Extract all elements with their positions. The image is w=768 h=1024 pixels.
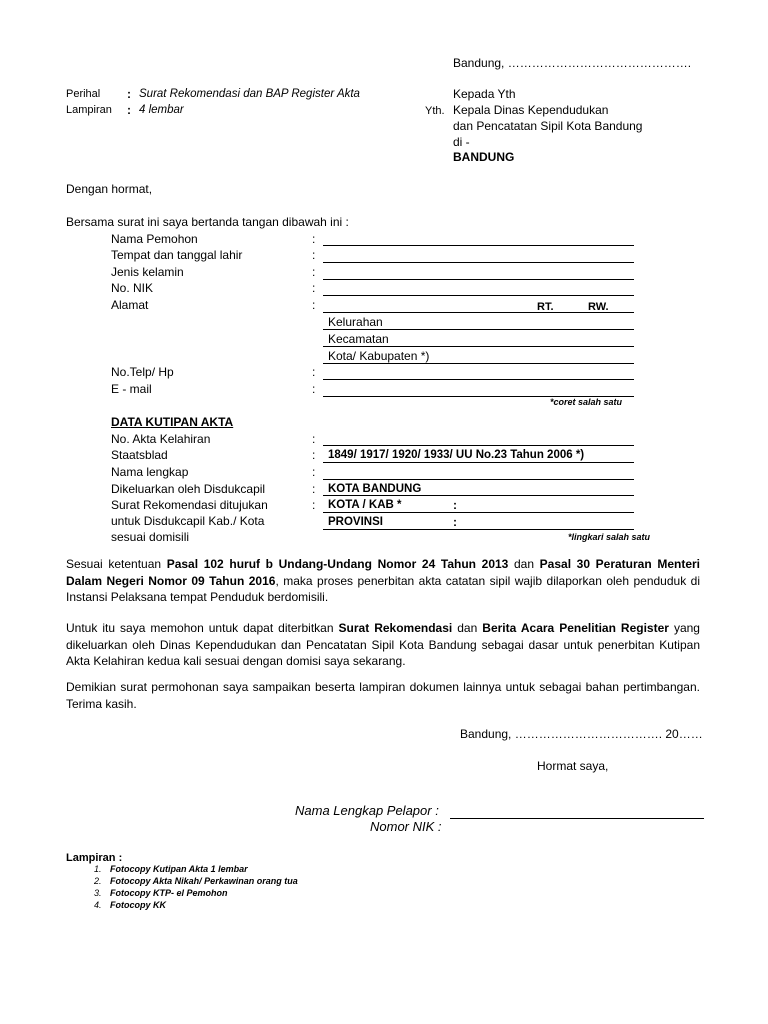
note-coret: *coret salah satu xyxy=(550,397,623,407)
lampiran-colon: : xyxy=(127,103,131,117)
label-nama-lengkap: Nama lengkap xyxy=(111,465,189,479)
hormat-saya: Hormat saya, xyxy=(537,759,609,773)
lampiran-item: Fotocopy Akta Nikah/ Perkawinan orang tua xyxy=(110,876,298,886)
colon: : xyxy=(453,498,457,512)
label-nama-pemohon: Nama Pemohon xyxy=(111,232,198,246)
colon: : xyxy=(312,482,316,496)
label-nama-pelapor: Nama Lengkap Pelapor : xyxy=(295,803,439,818)
perihal-colon: : xyxy=(127,87,131,101)
colon: : xyxy=(312,265,316,279)
field-kota-kab[interactable] xyxy=(323,512,634,513)
greeting: Dengan hormat, xyxy=(66,182,153,196)
colon: : xyxy=(312,382,316,396)
field-kelurahan[interactable] xyxy=(323,329,634,330)
perihal-value: Surat Rekomendasi dan BAP Register Akta xyxy=(139,88,360,100)
label-provinsi: PROVINSI xyxy=(328,516,383,528)
colon: : xyxy=(312,465,316,479)
lampiran-num: 3. xyxy=(94,888,102,898)
field-nama-lengkap[interactable] xyxy=(323,479,634,480)
akta-heading: DATA KUTIPAN AKTA xyxy=(111,415,234,429)
label-email: E - mail xyxy=(111,382,152,396)
label-jenis-kelamin: Jenis kelamin xyxy=(111,265,184,279)
lampiran-value: 4 lembar xyxy=(139,104,184,116)
colon: : xyxy=(312,365,316,379)
kepada-yth: Kepada Yth xyxy=(453,87,516,101)
label-rek-line1: Surat Rekomendasi ditujukan xyxy=(111,498,268,512)
perihal-label: Perihal xyxy=(66,88,101,100)
label-rek-line3: sesuai domisili xyxy=(111,530,190,544)
field-ttl[interactable] xyxy=(323,262,634,263)
field-kecamatan[interactable] xyxy=(323,346,634,347)
paragraph-ketentuan: Sesuai ketentuan Pasal 102 huruf b Undang-Undang Nomor 24 Tahun 2013 dan Pasal 30 Peraturan Menteri Dalam Negeri Nomor 09 Tahun 2016, maka proses penerbitan akta catatan sipil wajib dilaporkan oleh penduduk di Instansi Pelaksana tempat Penduduk berdomisili. xyxy=(66,557,701,604)
label-staatsblad: Staatsblad xyxy=(111,448,168,462)
recipient-line1: Kepala Dinas Kependudukan xyxy=(453,103,609,117)
lampiran-item: Fotocopy KTP- el Pemohon xyxy=(110,888,228,898)
colon: : xyxy=(453,515,457,529)
recipient-di: di - xyxy=(453,135,470,149)
lampiran-item: Fotocopy Kutipan Akta 1 lembar xyxy=(110,864,248,874)
label-kota: Kota/ Kabupaten *) xyxy=(328,349,430,363)
label-alamat: Alamat xyxy=(111,298,149,312)
lampiran-title: Lampiran : xyxy=(66,852,123,864)
field-jenis-kelamin[interactable] xyxy=(323,279,634,280)
colon: : xyxy=(312,498,316,512)
place-date-top: Bandung, ………………………………………. xyxy=(453,56,692,70)
field-kota[interactable] xyxy=(323,363,634,364)
colon: : xyxy=(312,232,316,246)
paragraph-penutup: Demikian surat permohonan saya sampaikan beserta lampiran dokumen lainnya untuk sebagai bahan pertimbangan. Terima kasih. xyxy=(66,680,700,711)
label-dikeluarkan: Dikeluarkan oleh Disdukcapil xyxy=(111,482,266,496)
label-rw: RW. xyxy=(588,301,609,313)
field-nama-pelapor[interactable] xyxy=(450,818,704,819)
field-provinsi[interactable] xyxy=(323,529,634,530)
paragraph-permohonan: Untuk itu saya memohon untuk dapat diterbitkan Surat Rekomendasi dan Berita Acara Penelitian Register yang dikeluarkan oleh Dinas Kependudukan dan Pencatatan Sipil Kota Bandung sebagai dasar untuk penerbitan Kutipan Akta Kelahiran kedua kali sesuai dengan domisi saya sekarang. xyxy=(66,621,700,668)
field-nik[interactable] xyxy=(323,295,634,296)
dikeluarkan-value: KOTA BANDUNG xyxy=(328,483,422,495)
colon: : xyxy=(312,432,316,446)
colon: : xyxy=(312,248,316,262)
colon: : xyxy=(312,281,316,295)
label-no-akta: No. Akta Kelahiran xyxy=(111,432,211,446)
colon: : xyxy=(312,298,316,312)
field-alamat[interactable] xyxy=(323,312,634,313)
yth-label: Yth. xyxy=(425,105,445,117)
lampiran-num: 2. xyxy=(94,876,102,886)
label-ttl: Tempat dan tanggal lahir xyxy=(111,248,243,262)
label-kelurahan: Kelurahan xyxy=(328,315,383,329)
staatsblad-options: 1849/ 1917/ 1920/ 1933/ UU No.23 Tahun 2006 *) xyxy=(328,449,585,461)
field-no-akta[interactable] xyxy=(323,445,634,446)
label-kota-kab: KOTA / KAB * xyxy=(328,499,402,511)
lampiran-item: Fotocopy KK xyxy=(110,900,166,910)
recipient-city: BANDUNG xyxy=(453,150,515,164)
lampiran-num: 4. xyxy=(94,900,102,910)
field-staatsblad[interactable] xyxy=(323,462,634,463)
label-nomor-nik: Nomor NIK : xyxy=(370,819,442,834)
label-rt: RT. xyxy=(537,301,554,313)
field-nama-pemohon[interactable] xyxy=(323,245,634,246)
field-dikeluarkan[interactable] xyxy=(323,495,634,496)
note-lingkari: *lingkari salah satu xyxy=(568,532,651,542)
place-date-bottom: Bandung, ………………………………. 20…… xyxy=(460,727,703,741)
label-telp: No.Telp/ Hp xyxy=(111,365,174,379)
recipient-line2: dan Pencatatan Sipil Kota Bandung xyxy=(453,119,643,133)
label-rek-line2: untuk Disdukcapil Kab./ Kota xyxy=(111,514,265,528)
intro-text: Bersama surat ini saya bertanda tangan dibawah ini : xyxy=(66,215,349,229)
field-telp[interactable] xyxy=(323,379,634,380)
lampiran-num: 1. xyxy=(94,864,102,874)
label-nik: No. NIK xyxy=(111,281,154,295)
colon: : xyxy=(312,448,316,462)
label-kecamatan: Kecamatan xyxy=(328,332,389,346)
lampiran-label: Lampiran xyxy=(66,104,112,116)
